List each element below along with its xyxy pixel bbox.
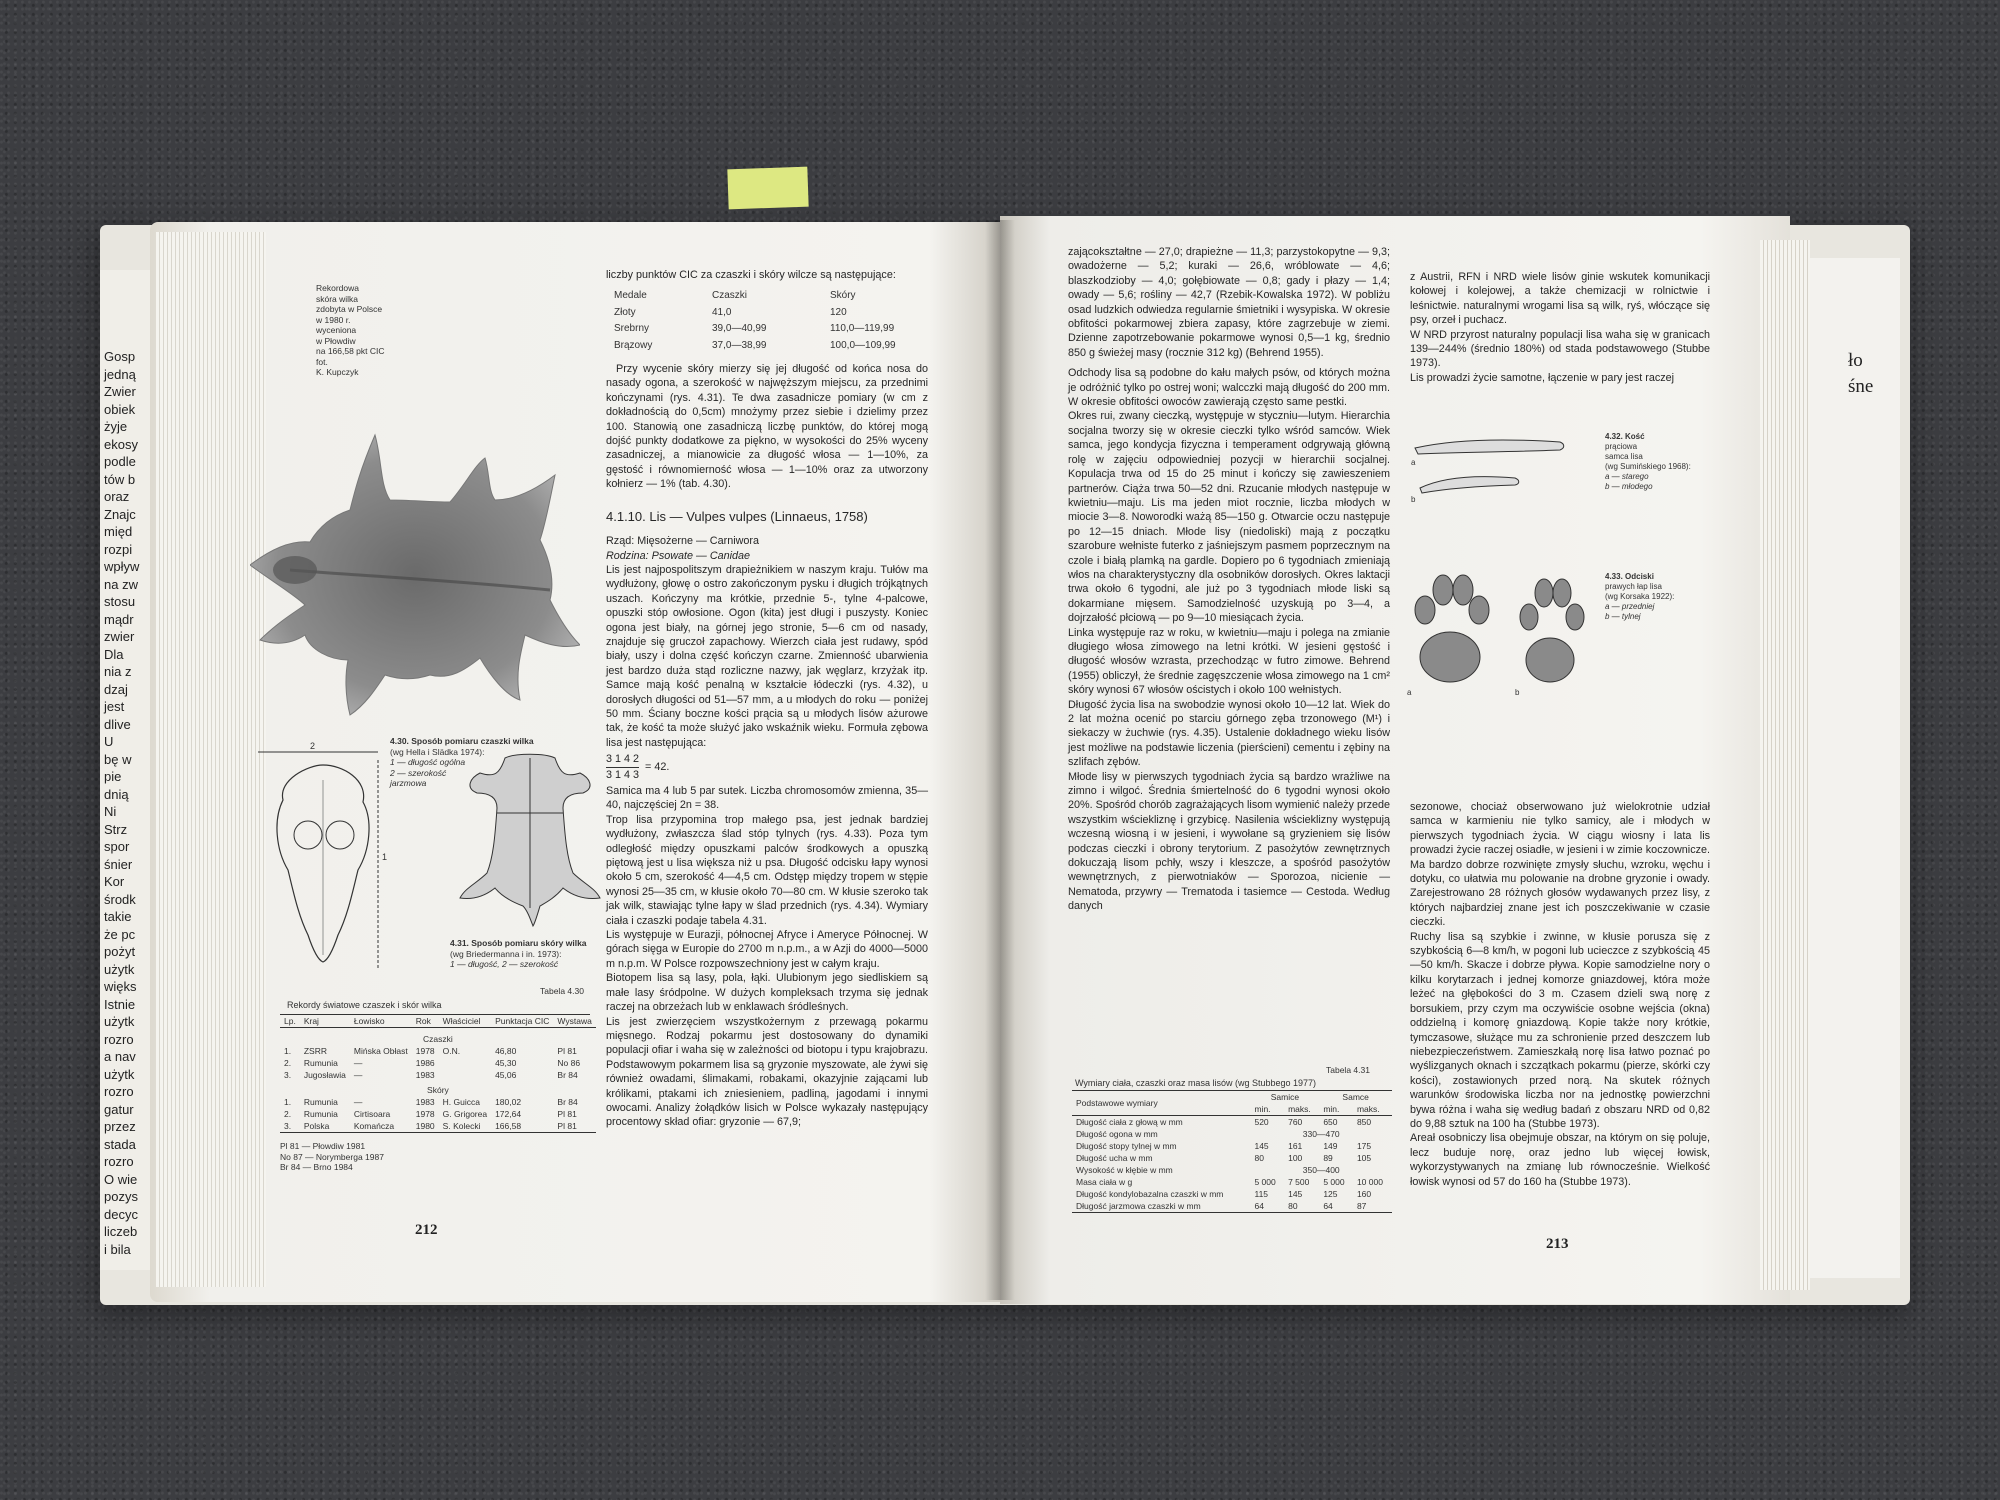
skull-dimension-2: 2 <box>310 741 316 751</box>
wolf-skin-photo <box>250 430 580 720</box>
underlying-page-line: O wie <box>104 1171 138 1187</box>
underlying-page-line: ekosy <box>104 436 138 452</box>
fig-4-33-caption: 4.33. Odciski prawych łap lisa (wg Korsaka 1922): a — przedniej b — tylnej <box>1605 572 1675 621</box>
underlying-page-line: bę w <box>104 751 132 767</box>
bookmark-sticky-note[interactable] <box>727 167 808 210</box>
underlying-page-line: na zw <box>104 576 138 592</box>
wolf-skin-measurement-diagram <box>455 748 605 928</box>
underlying-page-line: rozro <box>104 1031 134 1047</box>
underlying-page-line: Istnie <box>104 996 136 1012</box>
left-page-text-column: liczby punktów CIC za czaszki i skóry wilcze są następujące: Medale Czaszki Skóry Złoty 41,0 120 Srebrny 39,0—40,99 110,0—119,99 Brązowy 37,0—38,99 100,0—109,99 Przy wycenie skóry mierzy się jej długość od końca nosa do nasady ogona, a szerokość w najwęższym miejscu, za przednimi kończynami (rys. 4.31). Te dwa zasadnicze pomiary (w cm z dokładnością do 0,5cm) mnożymy przez siebie i dzielimy przez 100. Stanowią one zasadniczą liczbę punktów, do której mogą dojść punkty dodatkowe za piękno, w wysokości do 25% wyceny zasadniczej, a mianowicie za długość włosa — 1—10%, za gęstość i równomierność włosa — 1—10% oraz za utworzony kołnierz — 1% (tab. 4.30). 4.1.10. Lis — Vulpes vulpes (Linnaeus, 1758) Rząd: Mięsożerne — Carniwora Rodzina: Psowate — Canidae Lis jest najpospolitszym drapieżnikiem w naszym kraju. Tułów ma wydłużony, głowę o ostro zakończonym pysku i długich trójkątnych uszach. Kończyny ma krótkie, przednie 5-, tylne 4-palcowe, opuszki stóp owłosione. Ogon (kita) jest długi i puszysty. Koniec ogona jest biały, na górnej jego stronie, 5—6 cm od nasady, znajduje się gruczoł zapachowy. Wierzch ciała jest rudawy, spód biały, uszy i dolna część kończyn czarne. Zmienność ubarwienia jest bardzo duża stąd rozliczne nazwy, jak węglarz, krzyżak itp. Samce mają kość penalną w kształcie łódeczki (rys. 4.32), u dorosłych długości od 51—57 mm, a u młodych do roku — poniżej 50 mm. Ściany boczne kości prącia są u młodych lisów ażurowe tak, że kość ta może służyć jako wskaźnik wieku. Formuła zębowa lisa jest następująca: $\frac{3 1 4 2}{3 1 4 3}$ = 42. Samica ma 4 lub 5 par sutek. Liczba chromosomów zmienna, 35—40, najczęściej 2n = 38. Trop lisa przypomina trop małego psa, jest jednak bardziej wydłużony, zwłaszcza ślad stóp tylnych (rys. 4.33). Poza tym odległość między opuszkami palców środkowych a opuszką piętową jest u lisa większa niż u psa. Długość odcisku łapy wynosi około 5 cm, szerokość 4—4,5 cm. Odstęp między tropem w stępie wynosi 25—35 cm, w kłusie około 70—80 cm. W kłusie szeroko tak jak wilk, stawiając tylne łapy w ślad przednich (rys. 4.34). Wymiary ciała i czaszki podaje tabela 4.31. Lis występuje w Eurazji, północnej Afryce i Ameryce Północnej. W górach sięga w Europie do 2700 m n.p.m., a w Azji do 4000—5000 m n.p.m. W Polsce rozpowszechniony jest w całym kraju. Biotopem lisa są lasy, pola, łąki. Ulubionym jego siedliskiem są małe lasy śródpolne. W dużych kompleksach trzyma się jednak raczej na obrzeżach lub w enklawach śródleśnych. Lis jest zwierzęciem wszystkożernym z przewagą pokarmu mięsnego. Rodzaj pokarmu jest dostosowany do dynamiki populacji ofiar i waha się w zależności od biotopu i typu krajobrazu. Podstawowym pokarmem lisa są gryzonie myszowate, ale żywi się również owadami, ślimakami, robakami, okazyjnie zającami lub królikami, ptakami ich zniesieniem, padliną, jagodami i innymi owocami. Analizy żołądków lisich w Polsce wykazały następujący procentowy skład ofiar: gryzonie — 67,9; <box>606 269 928 1129</box>
table-4-30-label: Tabela 4.30 <box>540 986 584 996</box>
underlying-page-line: zwier <box>104 629 135 644</box>
fig-letter-b-paw: b <box>1515 688 1520 697</box>
underlying-page-line: jest <box>104 699 125 714</box>
underlying-page-line: środk <box>104 891 136 907</box>
fig-4-32-caption: 4.32. Kość prąciowa samca lisa (wg Sumińskiego 1968): a — starego b — młodego <box>1605 432 1691 491</box>
fig-4-30-caption: 4.30. Sposób pomiaru czaszki wilka (wg Hella i Slädka 1974): 1 — długość ogólna 2 — szerokość jarzmowa <box>390 736 534 788</box>
underlying-page-line: użytk <box>104 1066 135 1082</box>
right-page-text-column-2-top: z Austrii, RFN i NRD wiele lisów ginie wskutek komunikacji kołowej i kolejowej, a także chemizacji w rolnictwie i leśnictwie. naturalnymi wrogami lisa są wilk, ryś, włóczące się psy, orzeł i puchacz. W NRD przyrost naturalny populacji lisa waha się w granicach 139—244% (średnio 180%) od stada podstawowego (Stubbe 1973). Lis prowadzi życie samotne, łączenie w pary jest raczej <box>1410 271 1710 384</box>
page-number-left: 212 <box>415 1222 438 1238</box>
fig-letter-a-paw: a <box>1407 688 1412 697</box>
underlying-page-line: liczeb <box>104 1224 138 1239</box>
underlying-page-line: nia z <box>104 664 132 679</box>
fox-paw-prints-diagram <box>1405 565 1605 700</box>
underlying-page-line: użytk <box>104 1014 135 1029</box>
table-4-30-footnotes: Pl 81 — Płowdiw 1981 No 87 — Norymberga 1987 Br 84 — Brno 1984 <box>280 1141 384 1172</box>
right-page-text-column-1: zającokształtne — 27,0; drapieżne — 11,3; parzystokopytne — 9,3; owadożerne — 5,2; kuraki — 26,6, wróblowate — 4,6; blaszkodzioby — 4,0; gołębiowate — 0,8; gady i płazy — 1,4; owady — 5,6; rośliny — 42,7 (Rzebik-Kowalska 1972). W pobliżu osad ludzkich odwiedza regularnie śmietniki i wysypiska. W okresie obfitości pokarmowej zbiera zapasy, które zagrzebuje w ziemi. Dzienne zapotrzebowanie pokarmowe wynosi 0,5—1 kg, średnio 850 g świeżej masy (rocznie 312 kg) (Behrend 1955). Odchody lisa są podobne do kału małych psów, od których można je odróżnić tylko po ostrej woni; walcczki mają długość do 200 mm. W okresie obfitości owoców zawierają często same pestki. Okres rui, zwany cieczką, występuje w styczniu—lutym. Hierarchia socjalna tworzy się w okresie cieczki tylko wśród samców. Wiek samca, jego kondycja fizyczna i temperament odgrywają główną rolę w zajęciu odpowiedniej pozycji w hierarchii socjalnej. Kopulacja trwa od 15 do 25 minut i kończy się zawieszeniem partnerów. Ciąża trwa 50—52 dni. Rzucanie młodych następuje w kwietniu—maju. Lis ma jeden miot rocznie, liczba młodych w miocie 3—8. Noworodki ważą 85—150 g. Otwarcie oczu następuje po 12—15 dniach. Młode lisy (niedoliski) mają z początku szarobure wełniste futerko z jaśniejszym pasmem poprzecznym na czole i białą plamką na gardle. Dopiero po 6 tygodniach zmieniają włos na charakterystyczny dla osobników dorosłych. Okres laktacji trwa około 6 tygodni, ale już po 3 tygodniach młode liski są dokarmiane mięsem. Samodzielność uzyskują po 3—4, a dojrzałość płciową — po 9—10 miesiącach życia. Linka występuje raz w roku, w kwietniu—maju i polega na zmianie długiego włosa zimowego na letni krótki. W jesieni gęstość i długość włosów wzrasta, przechodząc w futro zimowe. Behrend (1955) obliczył, że średnie zagęszczenie włosa zimowego na 1 cm² skóry wynosi 67 włosów ościstych i około 100 wełnistych. Długość życia lisa na swobodzie wynosi około 10—12 lat. Wiek do 2 lat można ocenić po starciu górnego zęba trzonowego (M¹) i siekaczy w żuchwie (rys. 4.35). Ustalenie dokładnego wieku lisów jest możliwe na podstawie liczenia (pierścieni) cementu i zębiny na szlifach zębów. Młode lisy w pierwszych tygodniach życia są bardzo wrażliwe na zimno i wilgoć. Średnia śmiertelność do 6 tygodni wynosi około 20%. Spośród chorób zagrażających lisom wymienić należy przede wszystkim wściekliznę i grzybicę. Nasilenia wścieklizny występują wczesną wiosną i w jesieni, i wywołane są gryzieniem się lisów podczas cieczki i obrony terytorium. Z pasożytów zewnętrznych dokuczają lisom pchły, wszy i kleszcze, a spośród pasożytów wewnętrznych, z pierwotniaków — Sporozoa, nicienie — Nematoda, przywry — Trematoda i tasiemce — Cestoda. Według danych <box>1068 246 1390 913</box>
table-4-30-title: Rekordy światowe czaszek i skór wilka <box>287 1000 442 1010</box>
fig-letter-a: a <box>1411 458 1416 467</box>
underlying-page-line: że pc <box>104 926 136 942</box>
underlying-page-line: rozro <box>104 1154 134 1169</box>
table-4-30: Lp. Kraj Łowisko Rok Właściciel Punktacja CIC Wystawa Czaszki 1. ZSRR Mińska Obłast 1978 O.N. 46,80 Pl 81 2. Rumunia — 1986 45,30 No 86 3. Jugosławia — 1983 45,06 Br 84 Skóry 1. Rumunia — 1983 H. Guicca 180,02 Br 84 2. Rumunia Cirtisoara 1978 G. Grigorea 172,64 Pl 81 3. Polska Komańcza 1980 S. Kolecki 166,58 Pl 81 Pl 81 — Płowdiw 1981 No 87 — Norymberga 1987 Br 84 — Brno 1984 <box>280 1014 590 1173</box>
right-page-text-column-2-bottom: sezonowe, chociaż obserwowano już wielokrotnie udział samca w karmieniu nie tylko samicy, ale i młodych w pierwszych tygodniach życia. W ciągu wiosny i lata lis prowadzi życie raczej osiadłe, w jesieni i w zimie koczownicze. Ma bardzo dobrze rozwinięte zmysły słuchu, wzroku, węchu i dotyku, co ułatwia mu polowanie na drobne gryzonie i owady. Zarejestrowano 28 różnych głosów wydawanych przez lisy, z których najbardziej znane jest ich poszczekiwanie w czasie cieczki. Ruchy lisa są szybkie i zwinne, w kłusie porusza się z szybkością 6—8 km/h, w pogoni lub ucieczce z szybkością 45—50 km/h. Skacze i dobrze pływa. Kopie samodzielne nory o kilku korytarzach i jednej komorze gniazdowej, która może leżeć na głębokości do 3 m. Czasem dzieli swą norę z borsukiem, przy czym ma oczywiście osobne wejścia (okna) oddzielną i komorę gniazdową. Kopie także nory krótkie, tymczasowe, służące mu za schronienie przed deszczem lub niebezpieczeństwem. Zamieszkałą norę lisa łatwo poznać po wyślizganych oknach i szczątkach pokarmu (pierze, skórki czy kości), zostawionych przed norą. Na skutek różnych warunków środowiska liczba nor na jednostkę powierzchni bywa różna i waha się według badań z obszaru NRD od 0,82 do 9,88 sztuk na 100 ha (Stubbe 1973). Areał osobniczy lisa obejmuje obszar, na którym on się poluje, lecz buduje norę, oraz jedno lub więcej łowisk, wykorzystywanych na zmianę lub równocześnie. Wielkość łowisk wynosi od 57 do 160 ha (Stubbe 1973). <box>1410 801 1710 1188</box>
fig-4-31-caption: 4.31. Sposób pomiaru skóry wilka (wg Briedermanna i in. 1973): 1 — długość, 2 — szerokość <box>450 938 587 969</box>
medals-table: Medale Czaszki Skóry Złoty 41,0 120 Srebrny 39,0—40,99 110,0—119,99 Brązowy 37,0—38,99 100,0—109,99 <box>614 290 896 351</box>
underlying-page-line: takie <box>104 909 132 924</box>
underlying-page-line: spor <box>104 839 130 854</box>
underlying-page-line: decyc <box>104 1206 138 1222</box>
underlying-page-line: więks <box>104 979 137 994</box>
underlying-page-line: użytk <box>104 961 135 977</box>
underlying-page-line: wpływ <box>104 559 140 574</box>
underlying-page-line: stosu <box>104 594 136 609</box>
underlying-page-line: a nav <box>104 1049 136 1064</box>
underlying-page-line: dnią <box>104 786 129 802</box>
underlying-page-line: Ni <box>104 804 117 819</box>
underlying-page-line: obiek <box>104 401 136 417</box>
underlying-page-line: pie <box>104 769 122 784</box>
fig-letter-b: b <box>1411 495 1416 504</box>
section-heading-fox: 4.1.10. Lis — Vulpes vulpes (Linnaeus, 1758) <box>606 508 868 524</box>
underlying-page-line: tów b <box>104 471 136 487</box>
photo-caption: Rekordowa skóra wilka zdobyta w Polsce w 1980 r. wyceniona w Płowdiw na 166,58 pkt CIC fot. K. Kupczyk <box>316 283 385 377</box>
underlying-page-line: żyje <box>104 419 128 434</box>
underlying-page-line: stada <box>104 1136 136 1152</box>
underlying-page-line: dzaj <box>104 681 128 697</box>
underlying-page-line: dlive <box>104 716 131 732</box>
underlying-page-line: Gosp <box>104 349 136 364</box>
underlying-page-line: oraz <box>104 489 130 504</box>
underlying-page-line: śnier <box>104 856 133 872</box>
underlying-page-line: międ <box>104 524 133 539</box>
underlying-page-line: pożyt <box>104 944 136 959</box>
underlying-page-line: gatur <box>104 1101 134 1117</box>
page-number-right: 213 <box>1546 1236 1569 1252</box>
underlying-page-line: Znajc <box>104 506 136 522</box>
underlying-page-text <box>104 348 139 1258</box>
table-4-31-label: Tabela 4.31 <box>1326 1065 1370 1075</box>
book-spine <box>985 220 1015 1300</box>
underlying-page-line: pozys <box>104 1189 138 1204</box>
underlying-page-text-right: ło śne <box>1848 350 1874 397</box>
underlying-page-line: U <box>104 734 114 749</box>
underlying-page-line: rozpi <box>104 541 133 557</box>
page-edges-right <box>1760 240 1810 1290</box>
dental-formula: $\frac{3 1 4 2}{3 1 4 3}$ = 42. <box>606 753 670 781</box>
underlying-page-line: Kor <box>104 874 125 889</box>
underlying-page-line: przez <box>104 1119 136 1134</box>
underlying-page-line: mądr <box>104 611 134 627</box>
underlying-page-line: Zwier <box>104 384 136 399</box>
underlying-page-line: jedną <box>104 366 136 382</box>
underlying-page-line: rozro <box>104 1084 134 1099</box>
table-4-31: Podstawowe wymiary Samice Samce min. maks. min. maks. Długość ciała z głową w mm 520 760 650 850 Długość ogona w mm 330—470 Długość stopy tylnej w mm 145 161 149 175 Długość ucha w mm 80 100 89 105 Wysokość w kłębie w mm 350—400 Masa ciała w g 5 000 7 500 5 000 10 000 Długość kondylobazalna czaszki w mm 115 145 125 160 Długość jarzmowa czaszki w mm 64 80 64 87 <box>1072 1090 1392 1213</box>
wolf-skull-diagram <box>248 740 398 980</box>
skull-dimension-1: 1 <box>382 852 388 862</box>
fox-baculum-diagram <box>1410 430 1570 505</box>
underlying-page-line: i bila <box>104 1241 131 1257</box>
underlying-page-line: podle <box>104 454 136 469</box>
table-4-31-title: Wymiary ciała, czaszki oraz masa lisów (wg Stubbego 1977) <box>1075 1078 1317 1088</box>
underlying-page-line: Strz <box>104 821 128 837</box>
underlying-page-line: Dla <box>104 646 124 662</box>
